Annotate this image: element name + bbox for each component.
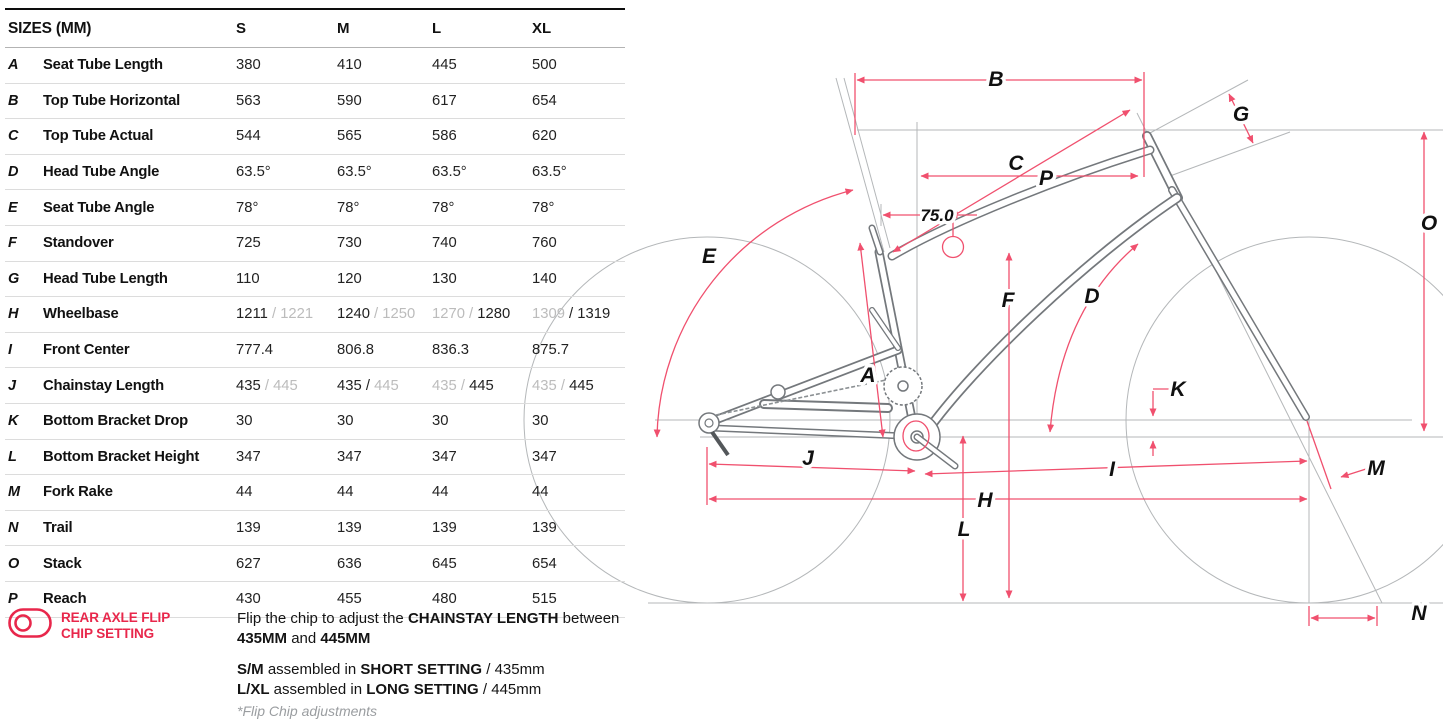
note-segment: assembled in xyxy=(263,661,361,678)
value-segment: 63.5° xyxy=(532,164,567,181)
dimension-C xyxy=(893,110,1130,252)
dim-label-j: J xyxy=(802,447,814,470)
table-row xyxy=(5,511,625,547)
value-segment: 836.3 xyxy=(432,342,470,359)
note-segment: S/M xyxy=(237,661,264,678)
cell-l xyxy=(432,128,532,144)
value-segment: / xyxy=(365,377,370,394)
value-segment: 455 xyxy=(337,591,362,608)
value-segment: / xyxy=(460,377,465,394)
cell-l xyxy=(432,520,532,536)
dim-label-e: E xyxy=(701,245,717,268)
cell-m xyxy=(337,306,432,322)
value-segment: 1319 xyxy=(577,306,611,323)
dim-label-l: L xyxy=(957,518,971,541)
cell-xl xyxy=(532,556,625,572)
value-segment: 1280 xyxy=(477,306,511,323)
value-segment: 654 xyxy=(532,92,557,109)
value-segment: 806.8 xyxy=(337,342,375,359)
note-segment: 445MM xyxy=(320,630,371,647)
cell-l xyxy=(432,342,532,358)
value-segment: 725 xyxy=(236,235,261,252)
row-label: Front Center xyxy=(43,342,130,359)
value-segment: 777.4 xyxy=(236,342,274,359)
col-header-m: M xyxy=(337,20,350,37)
cell-s xyxy=(236,57,337,73)
row-letter: F xyxy=(8,235,17,252)
cell-s xyxy=(236,591,337,607)
value-segment: 875.7 xyxy=(532,342,570,359)
table-row xyxy=(5,440,625,476)
value-segment: 654 xyxy=(532,555,557,572)
value-segment: 430 xyxy=(236,591,261,608)
dim-label-o: O xyxy=(1420,212,1438,235)
cell-xl xyxy=(532,378,625,394)
row-letter: J xyxy=(8,377,17,394)
value-segment: 30 xyxy=(236,413,253,430)
dim-label-m: M xyxy=(1367,457,1385,480)
value-segment: 445 xyxy=(569,377,594,394)
cell-m xyxy=(337,591,432,607)
cell-s xyxy=(236,271,337,287)
shock-reservoir xyxy=(771,385,785,399)
value-segment: 1250 xyxy=(382,306,416,323)
value-segment: 78° xyxy=(337,199,360,216)
cell-xl xyxy=(532,164,625,180)
flip-chip-footnote: *Flip Chip adjustments xyxy=(237,703,378,719)
cell-xl xyxy=(532,484,625,500)
dim-label-c: C xyxy=(1008,152,1024,175)
value-segment: 1240 xyxy=(337,306,370,323)
dimension-M xyxy=(1307,421,1366,489)
row-letter: K xyxy=(8,413,19,430)
cell-xl xyxy=(532,57,625,73)
value-segment: / xyxy=(569,306,574,323)
dim-label-g: G xyxy=(1232,103,1250,126)
cell-s xyxy=(236,378,337,394)
value-segment: 110 xyxy=(236,270,260,287)
row-label: Top Tube Horizontal xyxy=(43,92,181,109)
cell-l xyxy=(432,484,532,500)
dim-label-i: I xyxy=(1109,458,1115,481)
cell-m xyxy=(337,200,432,216)
flip-chip-note-text xyxy=(237,609,637,649)
value-segment: / xyxy=(374,306,379,323)
col-header-l: L xyxy=(432,20,442,37)
note-segment: / 445mm xyxy=(478,681,542,698)
cell-m xyxy=(337,235,432,251)
dim-label-b: B xyxy=(988,68,1004,91)
row-letter: B xyxy=(8,92,19,109)
value-segment: 445 xyxy=(273,377,298,394)
value-segment: 410 xyxy=(337,57,362,74)
row-label: Fork Rake xyxy=(43,484,113,501)
table-row xyxy=(5,84,625,120)
flip-chip-heading-line2: CHIP SETTING xyxy=(61,626,155,641)
cell-m xyxy=(337,342,432,358)
table-title: SIZES (MM) xyxy=(8,19,92,37)
cell-xl xyxy=(532,306,625,322)
value-segment: 445 xyxy=(374,377,399,394)
cell-l xyxy=(432,556,532,572)
value-segment: 445 xyxy=(432,57,457,74)
dim-label-f: F xyxy=(1001,289,1015,312)
cell-s xyxy=(236,484,337,500)
value-segment: 44 xyxy=(532,484,549,501)
row-label: Seat Tube Length xyxy=(43,57,163,74)
cell-xl xyxy=(532,591,625,607)
cell-s xyxy=(236,128,337,144)
flip-chip-heading-line1: REAR AXLE FLIP xyxy=(61,610,171,625)
dim-label-n: N xyxy=(1411,602,1427,625)
cell-m xyxy=(337,484,432,500)
value-segment: 30 xyxy=(337,413,354,430)
value-segment: 44 xyxy=(337,484,354,501)
value-segment: 63.5° xyxy=(236,164,271,181)
cell-xl xyxy=(532,520,625,536)
value-segment: 435 xyxy=(337,377,362,394)
table-row xyxy=(5,404,625,440)
cell-l xyxy=(432,591,532,607)
value-segment: 347 xyxy=(532,448,557,465)
cell-l xyxy=(432,93,532,109)
cell-xl xyxy=(532,235,625,251)
dimension-D xyxy=(1050,244,1138,432)
cell-l xyxy=(432,306,532,322)
note-segment: between xyxy=(558,610,620,627)
value-segment: 480 xyxy=(432,591,457,608)
value-segment: 347 xyxy=(236,448,261,465)
value-segment: 740 xyxy=(432,235,457,252)
cell-m xyxy=(337,164,432,180)
note-segment: Flip the chip to adjust the xyxy=(237,610,408,627)
row-label: Standover xyxy=(43,235,114,252)
value-segment: 1309 xyxy=(532,306,565,323)
cell-xl xyxy=(532,413,625,429)
cell-xl xyxy=(532,128,625,144)
row-label: Head Tube Angle xyxy=(43,164,160,181)
flip-chip-heading xyxy=(61,608,170,642)
table-header-row xyxy=(5,10,625,48)
table-row xyxy=(5,190,625,226)
value-segment: 730 xyxy=(337,235,362,252)
value-segment: 515 xyxy=(532,591,557,608)
value-segment: 63.5° xyxy=(337,164,372,181)
row-letter: C xyxy=(8,128,19,145)
dim-label-h: H xyxy=(977,489,993,512)
value-segment: 140 xyxy=(532,270,557,287)
value-segment: 620 xyxy=(532,128,557,145)
value-segment: 78° xyxy=(236,199,259,216)
row-label: Chainstay Length xyxy=(43,377,164,394)
table-row xyxy=(5,226,625,262)
cell-m xyxy=(337,57,432,73)
dim-label-p: P xyxy=(1038,167,1054,190)
row-label: Bottom Bracket Drop xyxy=(43,413,189,430)
cell-xl xyxy=(532,93,625,109)
cell-l xyxy=(432,413,532,429)
col-header-xl: XL xyxy=(532,20,552,37)
dimension-N xyxy=(1309,606,1377,626)
cell-m xyxy=(337,556,432,572)
value-segment: 435 xyxy=(236,377,261,394)
cell-xl xyxy=(532,200,625,216)
row-letter: O xyxy=(8,555,20,572)
table-row xyxy=(5,155,625,191)
value-segment: 544 xyxy=(236,128,261,145)
value-segment: / xyxy=(469,306,474,323)
value-segment: 78° xyxy=(532,199,555,216)
note-segment: 435MM xyxy=(237,630,288,647)
value-segment: 380 xyxy=(236,57,261,74)
row-letter: M xyxy=(8,484,21,501)
value-segment: 347 xyxy=(337,448,362,465)
value-segment: 30 xyxy=(432,413,449,430)
cell-m xyxy=(337,93,432,109)
reference-lines xyxy=(648,78,1443,603)
dimension-I xyxy=(925,461,1307,474)
row-label: Stack xyxy=(43,555,82,572)
value-segment: 30 xyxy=(532,413,549,430)
note-segment: and xyxy=(287,630,321,647)
cell-l xyxy=(432,235,532,251)
value-segment: 78° xyxy=(432,199,455,216)
cell-l xyxy=(432,200,532,216)
table-row xyxy=(5,297,625,333)
row-letter: A xyxy=(8,57,19,74)
setting-line xyxy=(237,660,637,680)
note-segment: / 435mm xyxy=(482,661,545,678)
value-segment: 435 xyxy=(532,377,557,394)
cell-s xyxy=(236,306,337,322)
cell-xl xyxy=(532,342,625,358)
table-row xyxy=(5,333,625,369)
cell-l xyxy=(432,271,532,287)
flip-chip-legend xyxy=(8,608,170,642)
note-segment: SHORT SETTING xyxy=(360,661,483,678)
value-segment: 445 xyxy=(469,377,494,394)
value-segment: / xyxy=(560,377,565,394)
cell-s xyxy=(236,556,337,572)
row-label: Seat Tube Angle xyxy=(43,199,155,216)
table-row xyxy=(5,262,625,298)
row-label: Wheelbase xyxy=(43,306,119,323)
value-segment: 347 xyxy=(432,448,457,465)
cell-l xyxy=(432,57,532,73)
setting-line xyxy=(237,680,637,700)
flip-chip-settings xyxy=(237,660,637,700)
dim-label-a: A xyxy=(860,364,876,387)
value-segment: 44 xyxy=(432,484,449,501)
value-segment: 1221 xyxy=(280,306,314,323)
row-label: Reach xyxy=(43,591,87,608)
value-segment: 645 xyxy=(432,555,457,572)
row-label: Head Tube Length xyxy=(43,270,168,287)
table-row xyxy=(5,546,625,582)
row-letter: G xyxy=(8,270,20,287)
cell-m xyxy=(337,378,432,394)
col-header-s: S xyxy=(236,20,247,37)
cell-s xyxy=(236,164,337,180)
cell-s xyxy=(236,200,337,216)
cell-xl xyxy=(532,271,625,287)
table-row xyxy=(5,119,625,155)
cell-s xyxy=(236,342,337,358)
geometry-table xyxy=(5,8,625,618)
value-segment: 590 xyxy=(337,92,362,109)
row-letter: E xyxy=(8,199,18,216)
cell-m xyxy=(337,413,432,429)
row-label: Bottom Bracket Height xyxy=(43,448,200,465)
table-row xyxy=(5,475,625,511)
note-segment: assembled in xyxy=(269,681,367,698)
cell-s xyxy=(236,93,337,109)
dim-label-k: K xyxy=(1170,378,1186,401)
value-segment: 120 xyxy=(337,270,362,287)
value-segment: 636 xyxy=(337,555,362,572)
value-segment: 627 xyxy=(236,555,261,572)
dim-label-d: D xyxy=(1084,285,1100,308)
value-segment: 563 xyxy=(236,92,261,109)
cell-l xyxy=(432,449,532,465)
value-segment: 1211 xyxy=(236,306,268,323)
cell-xl xyxy=(532,449,625,465)
row-letter: L xyxy=(8,448,17,465)
row-label: Top Tube Actual xyxy=(43,128,154,145)
dimension-labels xyxy=(702,68,1437,625)
cell-m xyxy=(337,449,432,465)
cell-m xyxy=(337,128,432,144)
row-letter: H xyxy=(8,306,19,323)
table-row xyxy=(5,48,625,84)
flip-chip-note xyxy=(237,609,637,721)
row-letter: P xyxy=(8,591,18,608)
value-segment: 760 xyxy=(532,235,557,252)
value-segment: 44 xyxy=(236,484,253,501)
value-segment: 435 xyxy=(432,377,457,394)
cell-s xyxy=(236,235,337,251)
note-segment: LONG SETTING xyxy=(366,681,479,698)
dimension-K xyxy=(1153,389,1172,456)
value-segment: / xyxy=(271,306,277,323)
row-letter: D xyxy=(8,164,19,181)
value-segment: 139 xyxy=(236,520,261,537)
value-segment: 139 xyxy=(432,520,457,537)
value-segment: 617 xyxy=(432,92,457,109)
note-segment: CHAINSTAY LENGTH xyxy=(407,610,559,627)
value-segment: 130 xyxy=(432,270,457,287)
value-segment: 586 xyxy=(432,128,457,145)
dim-label-seat-offset: 75.0 xyxy=(920,206,954,225)
value-segment: 139 xyxy=(337,520,362,537)
row-letter: I xyxy=(8,342,13,359)
value-segment: 1270 xyxy=(432,306,465,323)
cell-s xyxy=(236,449,337,465)
value-segment: 139 xyxy=(532,520,557,537)
value-segment: 565 xyxy=(337,128,362,145)
row-letter: N xyxy=(8,520,19,537)
cell-m xyxy=(337,520,432,536)
note-segment: L/XL xyxy=(237,681,270,698)
cell-m xyxy=(337,271,432,287)
value-segment: / xyxy=(264,377,269,394)
table-row xyxy=(5,368,625,404)
cell-l xyxy=(432,164,532,180)
flip-chip-icon xyxy=(8,608,52,638)
cell-s xyxy=(236,520,337,536)
value-segment: 500 xyxy=(532,57,557,74)
cell-l xyxy=(432,378,532,394)
cell-s xyxy=(236,413,337,429)
value-segment: 63.5° xyxy=(432,164,467,181)
axle-lever xyxy=(712,432,728,455)
row-label: Trail xyxy=(43,520,73,537)
